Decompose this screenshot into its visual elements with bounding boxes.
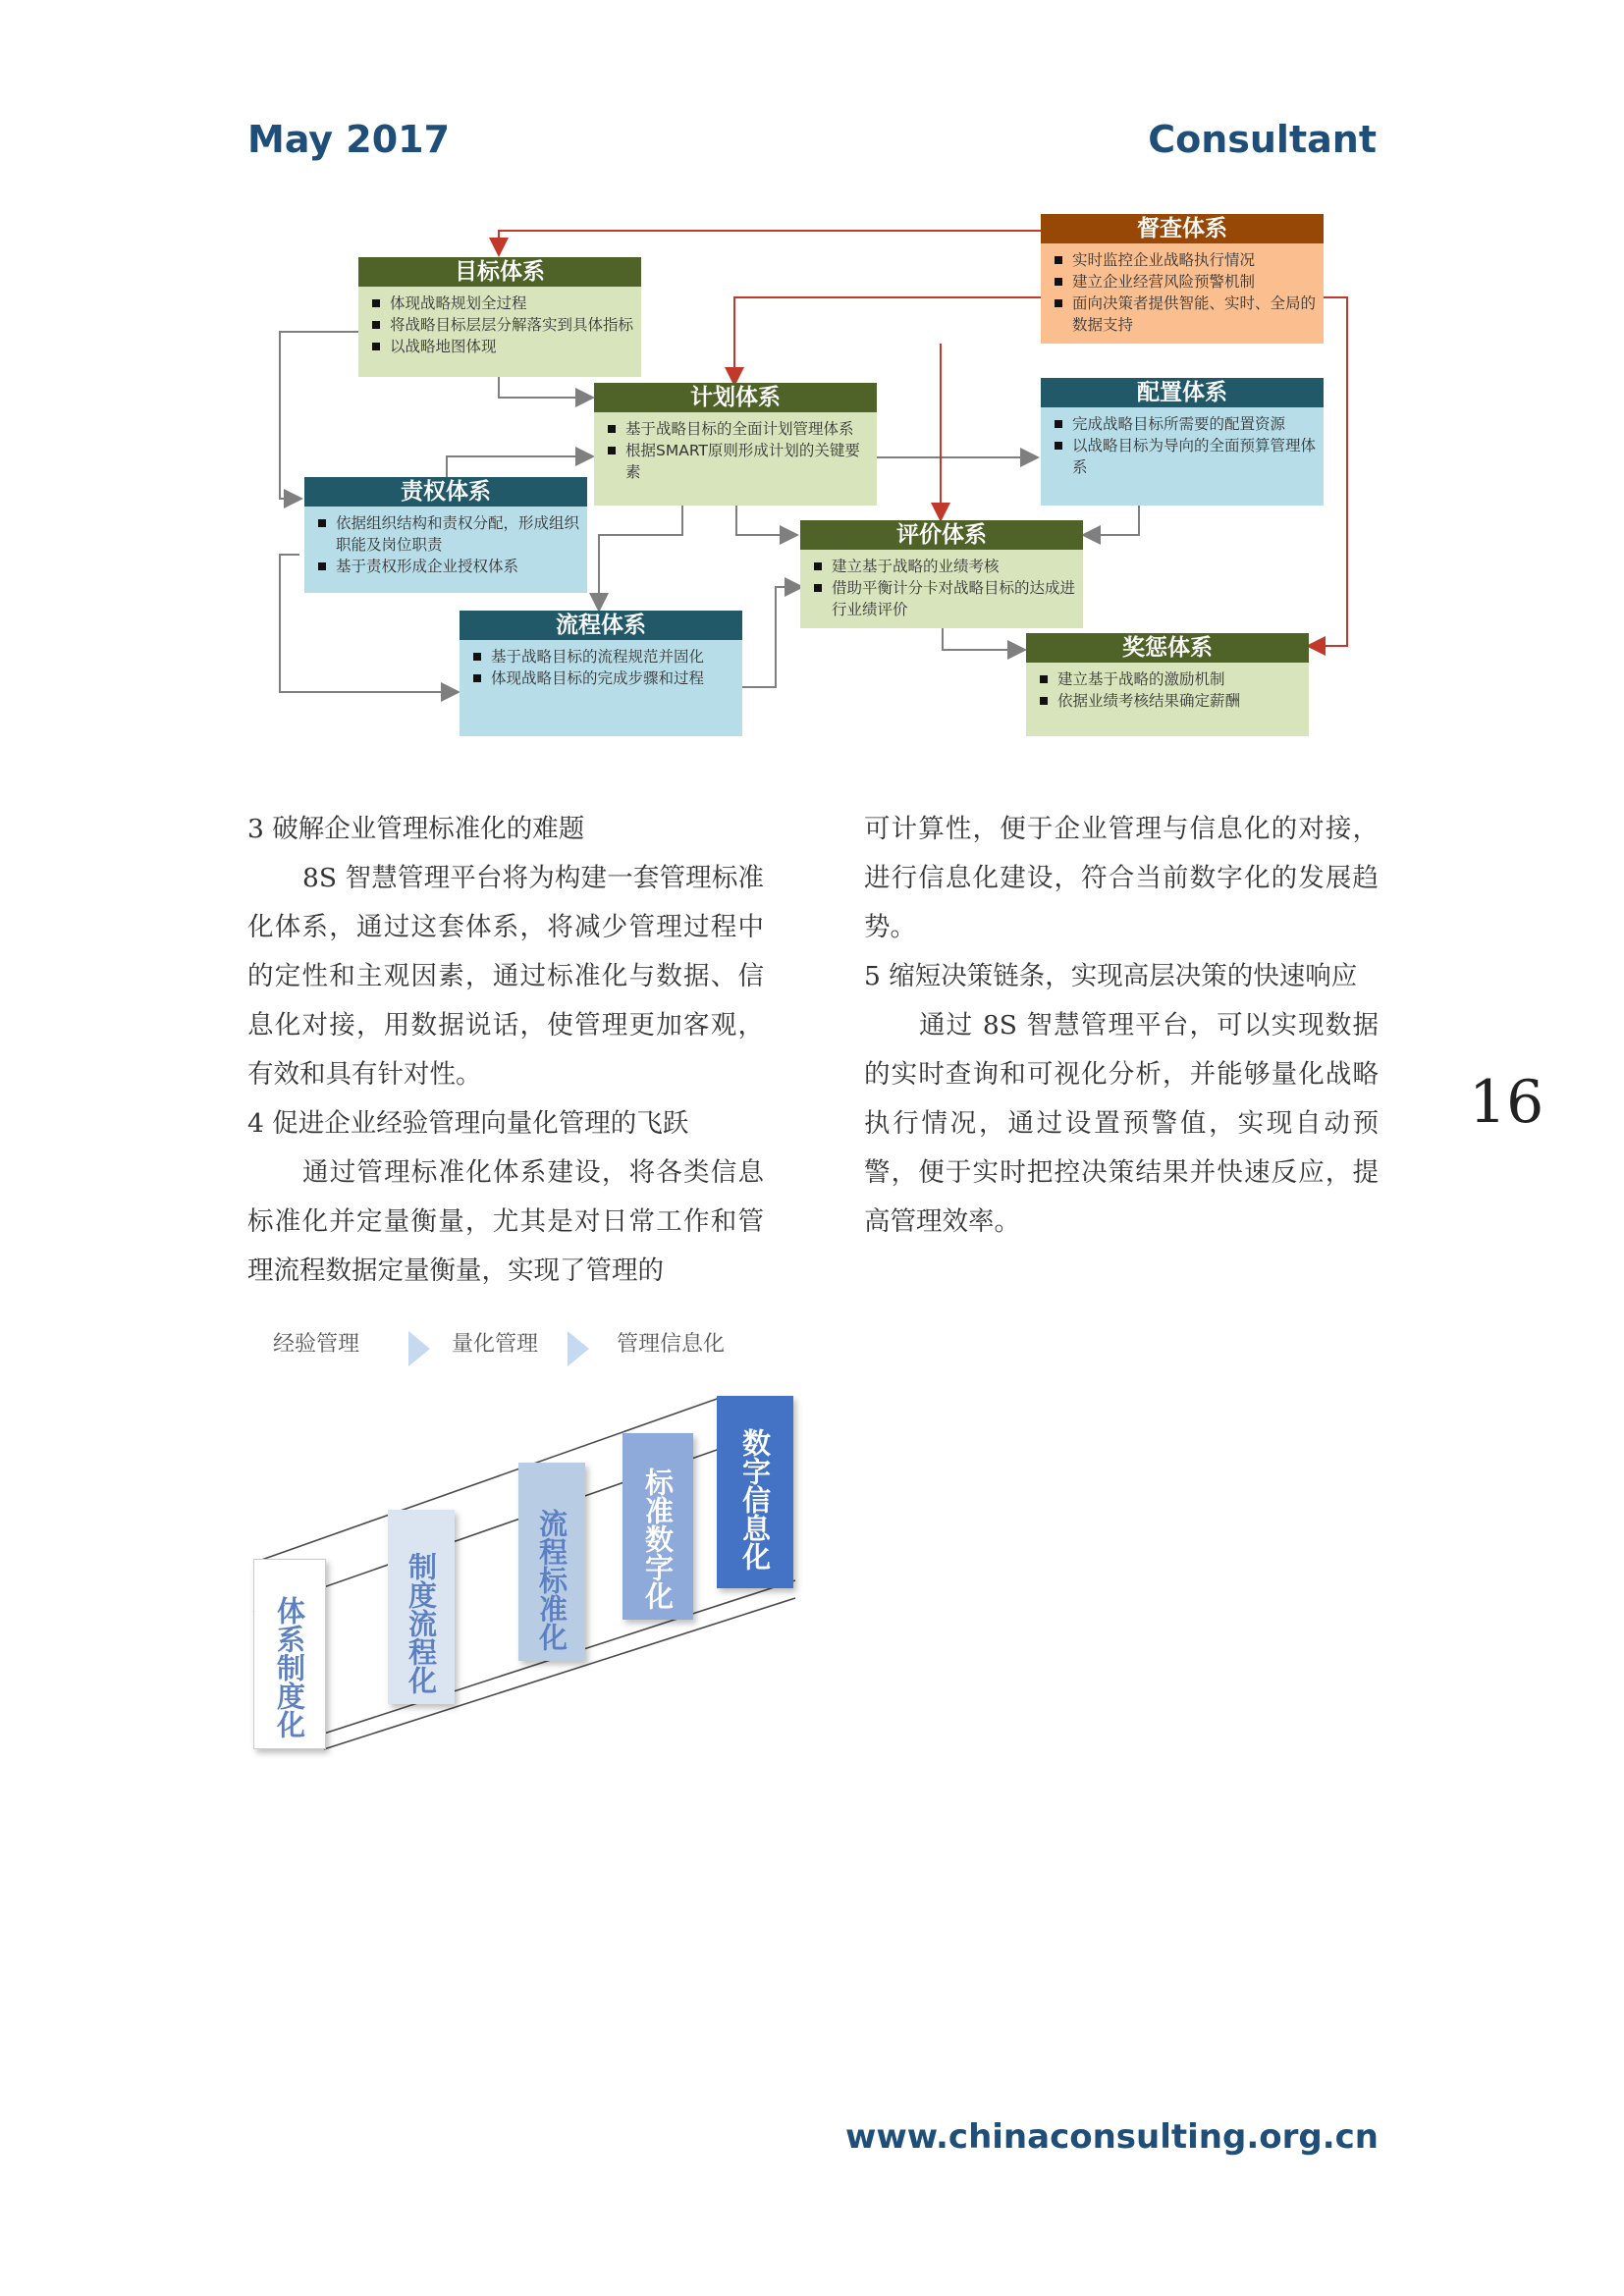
box-jiangcheng-title: 奖惩体系: [1026, 633, 1309, 663]
section-heading: 5 缩短决策链条，实现高层决策的快速响应: [864, 961, 1358, 991]
panel-3: [518, 1463, 585, 1661]
box-peizhi-item: 完成战略目标所需要的配置资源: [1072, 413, 1316, 435]
box-jihua-title: 计划体系: [594, 383, 877, 412]
panel-label: 制度流程化: [405, 1552, 438, 1694]
box-liucheng: [460, 611, 742, 736]
section-heading: 3 破解企业管理标准化的难题: [247, 814, 585, 844]
panel-label: 流程标准化: [535, 1509, 568, 1651]
panel-2: [388, 1510, 455, 1704]
box-mubiao: [358, 257, 641, 377]
box-mubiao-item: 将战略目标层层分解落实到具体指标: [390, 316, 634, 334]
box-jihua-item: 基于战略目标的全面计划管理体系: [625, 418, 869, 440]
panel-label: 标准数字化: [641, 1468, 675, 1610]
section-heading: 4 促进企业经验管理向量化管理的飞跃: [247, 1108, 689, 1139]
box-liucheng-title: 流程体系: [460, 611, 742, 640]
box-peizhi-title: 配置体系: [1041, 378, 1324, 407]
flow-step: 经验管理: [273, 1332, 360, 1357]
panel-1: [253, 1559, 326, 1749]
box-pingjia-item: 建立基于战略的业绩考核: [832, 556, 1075, 577]
panel-5: [717, 1396, 793, 1588]
box-liucheng-item: 体现战略目标的完成步骤和过程: [491, 667, 734, 689]
box-jiangcheng: [1026, 633, 1309, 736]
box-mubiao-title: 目标体系: [358, 257, 641, 287]
box-mubiao-item: 体现战略规划全过程: [390, 293, 633, 314]
box-ducha: [1041, 214, 1324, 344]
panel-4: [623, 1433, 693, 1620]
box-ducha-item: 面向决策者提供智能、实时、全局的数据支持: [1072, 294, 1317, 334]
box-peizhi: [1041, 378, 1324, 506]
header-date: May 2017: [247, 118, 451, 161]
flow-arrow: [568, 1331, 589, 1366]
paragraph-continued: 可计算性，便于企业管理与信息化的对接，进行信息化建设，符合当前数字化的发展趋势。: [864, 814, 1379, 942]
panel-label: 体系制度化: [273, 1596, 306, 1738]
box-zequan-item: 依据组织结构和责权分配，形成组织职能及岗位职责: [336, 514, 580, 554]
box-liucheng-item: 基于战略目标的流程规范并固化: [491, 646, 734, 667]
box-mubiao-item: 以战略地图体现: [390, 336, 633, 357]
box-jihua: [594, 383, 877, 506]
box-ducha-item: 实时监控企业战略执行情况: [1072, 249, 1316, 271]
box-jiangcheng-item: 建立基于战略的激励机制: [1057, 668, 1301, 690]
flow-step: 管理信息化: [617, 1332, 726, 1357]
paragraph: 通过 8S 智慧管理平台，可以实现数据的实时查询和可视化分析，并能够量化战略执行情况，通过设置预警值，实现自动预警，便于实时把控决策结果并快速反应，提高管理效率。: [864, 1010, 1379, 1237]
box-jiangcheng-item: 依据业绩考核结果确定薪酬: [1057, 690, 1301, 712]
page-number: 16: [1469, 1068, 1544, 1137]
panel-label: 数字信息化: [738, 1428, 772, 1571]
box-pingjia-title: 评价体系: [800, 520, 1083, 550]
box-zequan-item: 基于责权形成企业授权体系: [336, 556, 579, 577]
box-peizhi-item: 以战略目标为导向的全面预算管理体系: [1072, 437, 1317, 476]
article-left-column: [247, 805, 764, 1296]
article-right-column: [864, 805, 1379, 1247]
box-jihua-item: 根据SMART原则形成计划的关键要素: [625, 440, 869, 483]
box-ducha-title: 督查体系: [1041, 214, 1324, 243]
header-magazine: Consultant: [1148, 118, 1377, 161]
box-ducha-item: 建立企业经营风险预警机制: [1072, 271, 1316, 293]
paragraph: 8S 智慧管理平台将为构建一套管理标准化体系，通过这套体系，将减少管理过程中的定性和主观因素，通过标准化与数据、信息化对接，用数据说话，使管理更加客观，有效和具有针对性。: [247, 863, 764, 1090]
box-pingjia: [800, 520, 1083, 628]
flow-arrow: [408, 1331, 430, 1366]
box-pingjia-item: 借助平衡计分卡对战略目标的达成进行业绩评价: [832, 579, 1076, 618]
flow-step: 量化管理: [452, 1332, 539, 1357]
box-zequan-title: 责权体系: [304, 477, 587, 507]
paragraph: 通过管理标准化体系建设，将各类信息标准化并定量衡量，尤其是对日常工作和管理流程数据定量衡量，实现了管理的: [247, 1157, 764, 1286]
box-zequan: [304, 477, 587, 593]
footer-url[interactable]: www.chinaconsulting.org.cn: [844, 2117, 1379, 2157]
